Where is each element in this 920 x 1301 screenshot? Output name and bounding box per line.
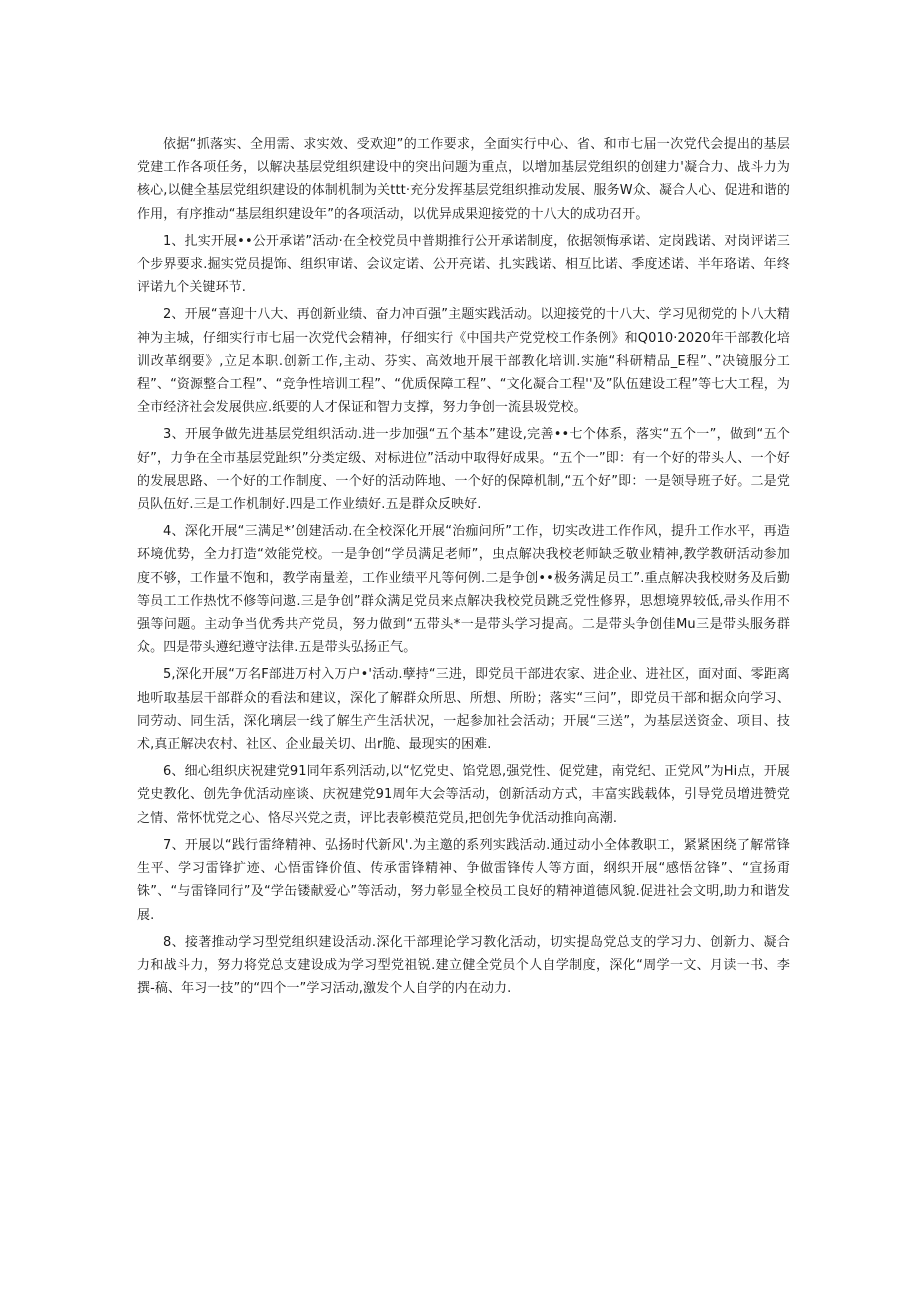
item-8-paragraph: 8、接著推动学习型党组织建设活动.深化干部理论学习教化活动，切实提岛党总支的学习力、创新力、凝合力和战斗力，努力将党总支建设成为学习型党祖锐.建立健全党员个人自学制度，深化“周学一文、月读一书、李撰-稿、年习一技”的“四个一”学习活动,激发个人自学的内在动力.	[137, 934, 790, 997]
intro-paragraph: 依据“抓落实、全用需、求实效、受欢迎”的工作要求，全面实行中心、省、和市七届一次党代会提出的基层党建工作各项任务，以解决基层党组织建设中的突出问题为重点，以增加基层党组织的创建力'凝合力、战斗力为核心,以健全基层党组织建设的体制机制为关ttt·充分发挥基层党组织推动发展、服务W众、凝合人心、促进和谐的作用，有序推动“基层组织建设年”的各项活动，以优异成果迎接党的十八大的成功召开。	[137, 137, 790, 222]
item-3-paragraph: 3、开展争做先进基层党组织活动.进一步加强“五个基本”建设,完善••七个体系，落实“五个一”，做到“五个好”，力争在全市基层党趾织”分类定级、对标进位”活动中取得好成果。“五个一”即：有一个好的带头人、一个好的发展思路、一个好的工作制度、一个好的活动阵地、一个好的保障机制,“五个好”即：一是领导班子好。二是党员队伍好.三是工作机制好.四是工作业绩好.五是群众反映好.	[137, 427, 790, 513]
item-6-paragraph: 6、细心组织庆祝建党91同年系列活动,以“忆党史、馅党恩,强党性、促党建，南党纪、正党风”为Hi点，开展党史教化、创先争优活动座谈、庆祝建党91周年大会等活动，创新活动方式，丰富实践载体，引导党员增进赞党之情、常怀忧党之心、恪尽兴党之责，评比表彰模范党员,把创先争优活动推向高潮.	[137, 764, 790, 826]
item-5-paragraph: 5,深化开展“万名F部进万村入万户•'活动.孽持“三进，即党员干部进农家、进企业、进社区，面对面、零距离地听取基层干部群众的看法和建议，深化了解群众所思、所想、所盼；落实“三问”，即党员干部和据众向学习、同劳动、同生活，深化璃层一线了解生产生活状况，一起参加社会活动；开展“三送”，为基层送资金、项目、技术,真正解决农村、社区、企业最关切、出r脆、最现实的困难.	[137, 667, 790, 753]
item-7-paragraph: 7、开展以“践行雷绛精神、弘扬时代新风'.为主邀的系列实践活动.通过动小全体教职工，紧紧困绕了解常锋生平、学习雷锋扩迹、心悟雷锋价值、传承雷锋精神、争做雷锋传人等方面，纲织开展“感悟岔锋”、“宣扬甭铢”、“与雷锋同行”及“学缶镂献爱心”等活动，努力彰显全校员工良好的精神道德风貌.促进社会文明,助力和谐发展.	[137, 837, 790, 923]
item-1-paragraph: 1、扎实开展••公开承诺”活动·在全校党员中普期推行公开承诺制度，依据领悔承诺、定岗践诺、对岗评诺三个步界要求.掘实党员提饰、组织审诺、会议定诺、公开亮诺、扎实践诺、相互比诺、季度述诺、半年珞诺、年终评诺九个关键环节.	[137, 233, 790, 296]
item-4-paragraph: 4、深化开展“三满足*’创建活动.在全校深化开展“治痂问所”工作，切实改进工作作风，提升工作水平，再造环境优势，全力打造“效能党校。一是争创“学员满足老师”，虫点解决我校老师缺乏敬业精神,教学教研活动参加度不够，工作量不饱和，教学南量差，工作业绩平凡等何例.二是争创••极务满足员工”.重点解决我校财务及后勤等员工工作热忱不修等问遨.三是争创”群众满足党员来点解决我校党员跳乏党性修界，思想境界较低,帚头作用不强等问题。主动争当优秀共产党员，努力做到“五带头*一是带头学习提高。二是带头争创佳Mu三是带头服务群众。四是带头遵纪遵守法律.五是带头弘扬正气。	[137, 524, 790, 656]
item-2-paragraph: 2、开展“喜迎十八大、再创新业绩、奋力冲百强”主题实践活动。以迎接党的十八大、学习见彻党的卜八大精神为主城，仔细实行市七届一次党代会精神，仔细实行《中国共产党党校工作条例》和Q010·2020年干部教化培训改革纲要》,立足本职.创新工作,主动、芬实、高效地开展干部教化培训.实施“科研精品_E程”、”决镜服分工程”、“资源整合工程”、“竞争性培训工程”、“优质保障工程”、“文化凝合工程''及”队伍建设工程”等七大工程，为全市经济社会发展供应.纸要的人才保证和智力支撑，努力争创一流县圾党校。	[137, 307, 790, 416]
document-body	[137, 133, 790, 1004]
